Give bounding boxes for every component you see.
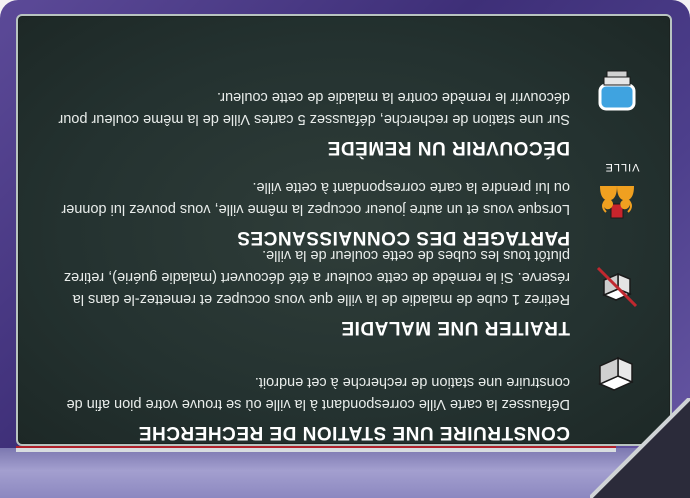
action-description: Retirez 1 cube de maladie de la ville que vous occupez et remettez-le dans la réserve. Si le remède de cette couleur a été découvert (maladie guérie), retirez plutôt tous les cubes de cette couleur de la ville. [63,247,570,307]
action-treat-disease [50,244,570,338]
action-share-knowledge [50,176,570,248]
action-description: Défaussez la carte Ville correspondant à la ville où se trouve votre pion afin de construire une station de recherche à cet endroit. [66,374,570,412]
share-knowledge-icon [594,180,640,226]
action-title: CONSTRUIRE UNE STATION DE RECHERCHE [138,422,570,443]
action-description: Sur une station de recherche, défaussez 5 cartes Ville de la même couleur pour découvrir le remède contre la maladie de cette couleur. [58,89,570,127]
action-description: Lorsque vous et un autre joueur occupez la même ville, vous pouvez lui donner ou lui prendre la carte correspondant à cette ville. [61,179,570,217]
ville-label: VILLE [604,161,640,173]
crossed-cube-icon [594,264,640,310]
action-build-station [50,371,570,443]
action-title: DÉCOUVRIR UN REMÈDE [327,137,570,158]
research-station-icon [594,352,640,398]
action-discover-cure [50,86,570,158]
action-title: PARTAGER DES CONNAISSANCES [236,227,570,248]
cure-vial-icon [594,67,640,113]
action-title: TRAITER UNE MALADIE [340,317,570,338]
